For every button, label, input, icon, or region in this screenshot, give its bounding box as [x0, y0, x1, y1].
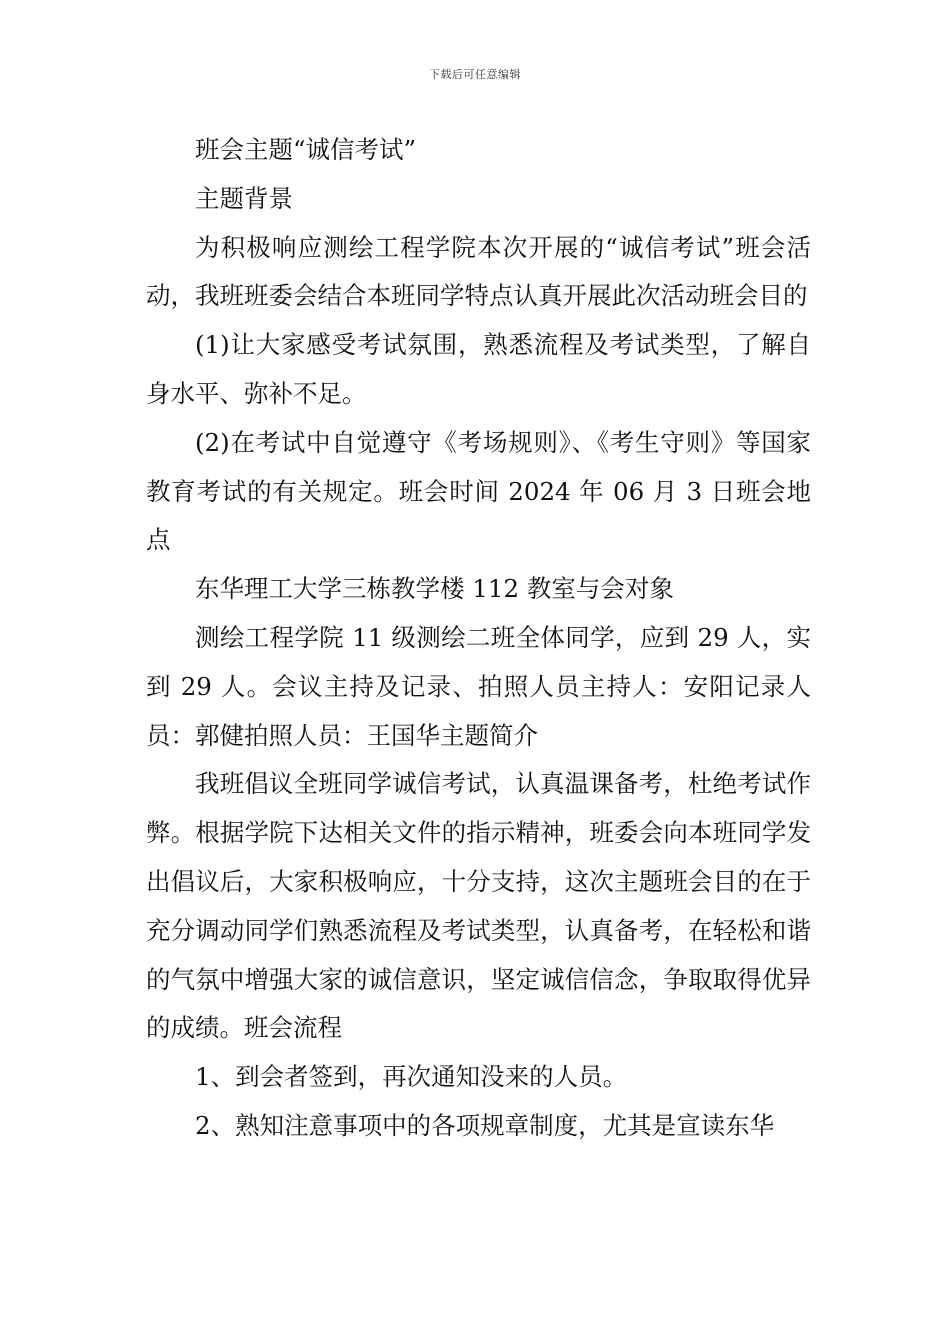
- paragraph-background-heading: 主题背景: [195, 183, 293, 213]
- paragraph-goal-1: (1)让大家感受考试氛围，熟悉流程及考试类型，了解自身水平、弥补不足。: [146, 330, 811, 408]
- paragraph-location: 东华理工大学三栋教学楼 112 教室与会对象: [195, 574, 674, 604]
- document-body: [146, 126, 811, 1151]
- paragraph-step-2: 2、熟知注意事项中的各项规章制度，尤其是宣读东华: [195, 1110, 775, 1140]
- header-note: 下载后可任意编辑: [429, 68, 521, 81]
- paragraph-attendees: 测绘工程学院 11 级测绘二班全体同学，应到 29 人，实到 29 人。会议主持及记录、拍照人员主持人：安阳记录人员：郭健拍照人员：王国华主题简介: [146, 622, 811, 750]
- paragraph-step-1: 1、到会者签到，再次通知没来的人员。: [195, 1062, 628, 1092]
- paragraph-background: 为积极响应测绘工程学院本次开展的“诚信考试”班会活动，我班班委会结合本班同学特点认真开展此次活动班会目的: [146, 232, 811, 311]
- paragraph-goal-2: (2)在考试中自觉遵守《考场规则》、《考生守则》等国家教育考试的有关规定。班会时间 2024 年 06 月 3 日班会地点: [146, 427, 811, 555]
- paragraph-introduction: 我班倡议全班同学诚信考试，认真温课备考，杜绝考试作弊。根据学院下达相关文件的指示精神，班委会向本班同学发出倡议后，大家积极响应，十分支持，这次主题班会目的在于充分调动同学们熟悉流程及考试类型，认真备考，在轻松和谐的气氛中增强大家的诚信意识，坚定诚信信念，争取取得优异的成绩。班会流程: [146, 769, 811, 1043]
- paragraph-title: 班会主题“诚信考试”: [195, 135, 417, 164]
